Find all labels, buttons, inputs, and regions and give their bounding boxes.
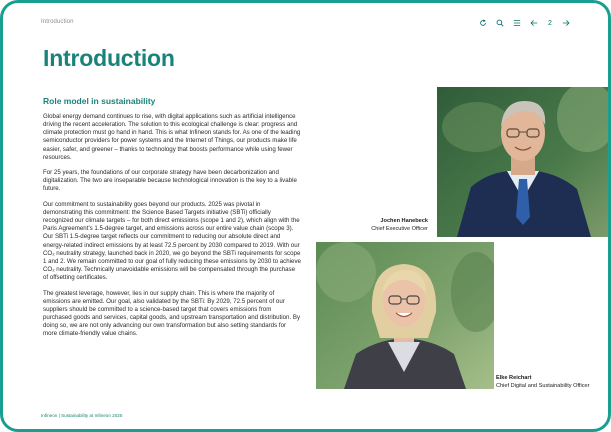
section-heading: Role model in sustainability — [43, 96, 156, 106]
body-text — [43, 113, 301, 346]
paragraph: Our commitment to sustainability goes beyond our products. 2025 was pivotal in demonstrating this commitment: the Science Based Targets initiative (SBTi) officially recognized our climate targets – for both direct emissions (scope 1 and 2), which align with the Paris Agreement’s 1.5-degree target, and emissions across our entire value chain (scope 3). Our SBTi 1.5-degree target reflects our commitment to reducing our absolute direct and energy-related indirect emissions by at least 72.5 percent by 2030 compared to 2019. With our CO₂ neutrality strategy, launched back in 2020, we go beyond the SBTi requirements for scope 1 and 2. We remain committed to our goal of fully reducing these emissions by 2030 to achieve CO₂ neutrality. Technically unavoidable emissions will be compensated through the purchase of offsetting certificates. — [43, 200, 301, 282]
section-label: Introduction — [41, 19, 74, 25]
menu-icon[interactable] — [511, 17, 523, 29]
paragraph: For 25 years, the foundations of our corporate strategy have been decarbonization and digitalization. The two are inseparable because technological innovation is the key to a livable future. — [43, 169, 297, 193]
person-role: Chief Digital and Sustainability Officer — [496, 382, 590, 389]
next-arrow-icon[interactable] — [560, 17, 572, 29]
paragraph: The greatest leverage, however, lies in our supply chain. This is where the majority of emissions are emitted. Our goal, also validated by the SBTi: By 2029, 72.5 percent of our suppliers should be committed to a science-based target that covers emissions from purchased goods and services, capital goods, and upstream transportation and distribution. By doing so, we are not only advancing our own transformation but also setting standards for more climate-friendly value chains. — [43, 289, 301, 338]
top-bar — [41, 17, 572, 31]
cdso-portrait-photo — [316, 242, 494, 389]
page-title: Introduction — [43, 45, 175, 71]
person-role: Chief Executive Officer — [371, 225, 428, 232]
reload-icon[interactable] — [477, 17, 489, 29]
person-name: Jochen Hanebeck — [380, 218, 428, 224]
paragraph: Global energy demand continues to rise, with digital applications such as artificial intelligence driving the recent acceleration. The solution to this ecological challenge is clear: progress and climate protection must go hand in hand. This is what Infineon stands for. As one of the leading semiconductor providers for power systems and the Internet of Things, our products make life easier, safer, and greener – thanks to technology that boosts performance while using fewer resources. — [43, 113, 301, 161]
page-number: 2 — [548, 19, 552, 27]
footer: Infineon | Sustainability at Infineon 2025 — [41, 413, 123, 418]
toolbar — [477, 17, 572, 29]
ceo-portrait-photo — [437, 87, 609, 237]
search-icon[interactable] — [494, 17, 506, 29]
ceo-caption — [371, 218, 428, 233]
prev-arrow-icon[interactable] — [528, 17, 540, 29]
cdso-caption — [496, 375, 589, 390]
person-name: Elke Reichart — [496, 375, 532, 381]
